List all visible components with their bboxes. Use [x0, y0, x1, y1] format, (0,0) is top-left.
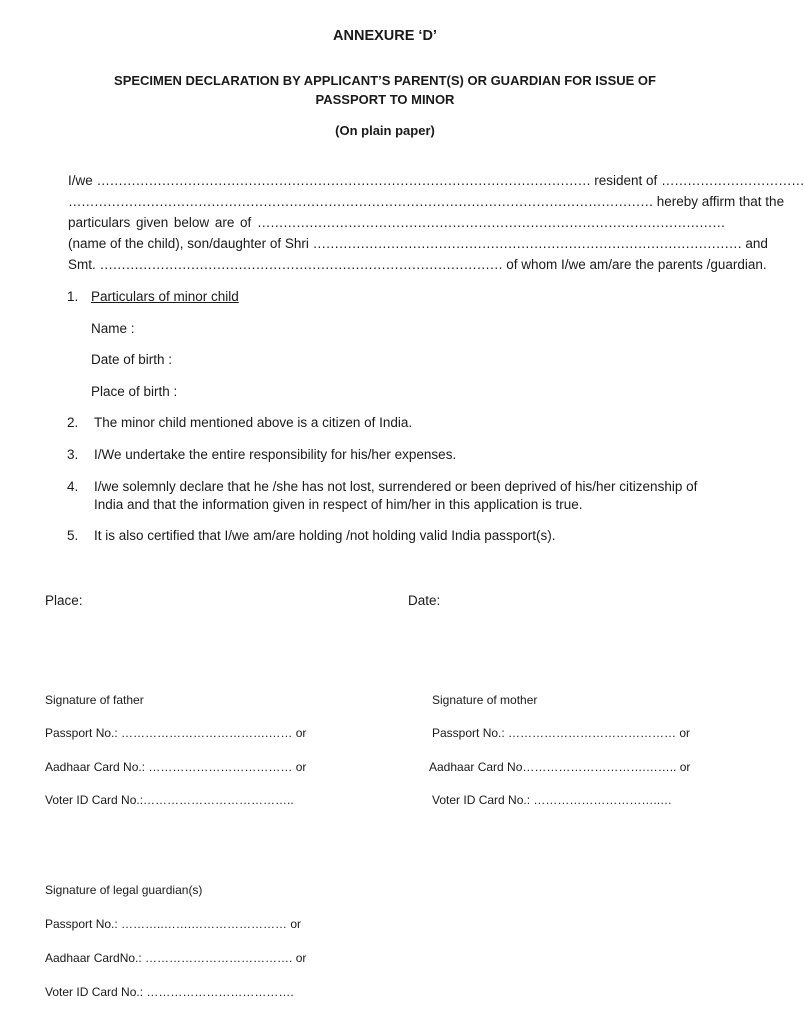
declaration-word: given: [135, 215, 169, 230]
blank-child-name: ………………………………………………………………………………………………: [256, 215, 725, 230]
guardian-signature-label: Signature of legal guardian(s): [45, 883, 203, 897]
blank-name: ……………………………………………………………………………………………………: [96, 173, 591, 188]
item-passport-certification: It is also certified that I/we am/are holding /not holding valid India passport(s).: [94, 528, 556, 543]
declaration-text: of whom I/we am/are the parents /guardian.: [502, 257, 767, 272]
guardian-voter-id-field: Voter ID Card No.: ……………………………….: [45, 985, 294, 999]
item-number: 1.: [67, 289, 79, 304]
declaration-line-4: [68, 236, 768, 251]
declaration-word: of: [240, 215, 252, 230]
blank-mother-name: …………………………………………………………………………………: [99, 257, 503, 272]
father-signature-label: Signature of father: [45, 693, 144, 707]
guardian-aadhaar-field: Aadhaar CardNo.: ………………………………. or: [45, 951, 307, 965]
mother-signature-label: Signature of mother: [432, 693, 538, 707]
item-citizen-statement: The minor child mentioned above is a citizen of India.: [94, 415, 413, 430]
item-minor-particulars: Particulars of minor child: [91, 289, 239, 304]
declaration-text: (name of the child), son/daughter of Shri: [68, 236, 313, 251]
blank-residence: ……………………………: [661, 173, 804, 188]
declaration-title-line2: PASSPORT TO MINOR: [315, 92, 455, 107]
father-aadhaar-field: Aadhaar Card No.: ……………………………… or: [45, 760, 307, 774]
item-number: 4.: [67, 479, 79, 494]
declaration-text: Smt.: [68, 257, 100, 272]
declaration-text: hereby affirm that the: [653, 194, 785, 209]
item-number: 2.: [67, 415, 79, 430]
declaration-title-line1: SPECIMEN DECLARATION BY APPLICANT’S PARENT(S) OR GUARDIAN FOR ISSUE OF: [114, 73, 656, 88]
declaration-line-5: [68, 257, 767, 272]
mother-voter-id-field: Voter ID Card No.: …………………………..…: [432, 793, 673, 807]
item-number: 5.: [67, 528, 79, 543]
blank-residence-cont: ………………………………………………………………………………………………………………………: [68, 194, 653, 209]
plain-paper-note: (On plain paper): [335, 123, 435, 138]
declaration-line-2: [68, 194, 785, 209]
declaration-word: below: [173, 215, 210, 230]
declaration-text: I/we: [68, 173, 97, 188]
minor-name-label: Name :: [91, 321, 135, 336]
declaration-text: resident of: [590, 173, 662, 188]
declaration-word: particulars: [68, 215, 131, 230]
mother-passport-field: Passport No.: …………………………………… or: [432, 726, 691, 740]
blank-father-name: ………………………………………………………………………………………: [312, 236, 742, 251]
declaration-word: are: [214, 215, 235, 230]
annexure-title: ANNEXURE ‘D’: [333, 28, 437, 44]
date-label: Date:: [408, 593, 441, 608]
guardian-passport-field: Passport No.: ………..…….…………………… or: [45, 917, 302, 931]
declaration-line-3: [68, 215, 725, 230]
place-label: Place:: [45, 593, 83, 608]
declaration-line-1: [68, 173, 804, 188]
item-responsibility-statement: I/We undertake the entire responsibility for his/her expenses.: [94, 447, 457, 462]
father-passport-field: Passport No.: ……………………………….…… or: [45, 726, 307, 740]
minor-pob-label: Place of birth :: [91, 384, 178, 399]
declaration-text: and: [741, 236, 768, 251]
item-solemn-declaration-line1: I/we solemnly declare that he /she has not lost, surrendered or been deprived of his/her citizenship of: [94, 479, 698, 494]
minor-dob-label: Date of birth :: [91, 352, 173, 367]
father-voter-id-field: Voter ID Card No.:………………………………..: [45, 793, 294, 807]
mother-aadhaar-field: Aadhaar Card No………………………….…….. or: [429, 760, 691, 774]
item-solemn-declaration-line2: India and that the information given in respect of him/her in this application is true.: [94, 497, 583, 512]
item-number: 3.: [67, 447, 79, 462]
